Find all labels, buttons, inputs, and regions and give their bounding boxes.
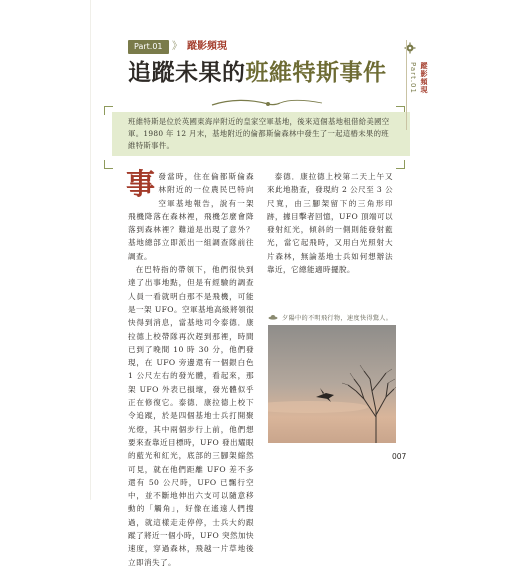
paragraph: 在巴特指的帶領下，他們很快到達了出事地點，但是有經驗的調查人員一看就明白那不是飛機，可能是一架 UFO。空軍基地高級將領很快得到消息，當基地司令泰德．康拉德上校帶隊再次趕到那裡，時間已到了晚間 10 時 30 分，他們發現，在 UFO 旁邊還有一個銀白色 1 公尺左右的發光體，看起來，那架 UFO 外表已損壞，發光體似乎正在修復它。泰德．康拉德上校下令追蹤，於是四個基地士兵打開聚光燈，其中兩個步行上前，他們想要來查靠近目標時，UFO 發出耀眼的藍光和紅光，底部的三腳架縮然可見，就在他們距離 UFO 差不多還有 50 公尺時，UFO 已飄行空中，並不斷地伸出六支可以隨意移動的「觸角」，好像在遙遠人們搜過，就這樣走走停停，士兵大約跟蹤了將近一個小時，UFO 突然加快速度，穿過森林，飛越一片草地後立即消失了。 — [128, 265, 254, 567]
text-column-left — [126, 167, 254, 569]
page-title — [128, 58, 387, 88]
page-number: 007 — [392, 452, 407, 461]
intro-box — [112, 112, 410, 156]
side-tab-section: 蹤影頻現 — [420, 62, 428, 94]
intro-text: 班維特斯是位於英國東海岸附近的皇家空軍基地，後來這個基地租借給美國空軍。1980 年 12 月末，基地附近的倫都斯倫森林中發生了一起這樁未果的班維特斯事件。 — [128, 116, 390, 151]
chevron-icon: 》 — [172, 41, 182, 52]
part-label: Part.01 — [128, 40, 169, 54]
drop-cap: 事 — [126, 167, 156, 201]
title-highlight: 班維特斯事件 — [245, 59, 387, 86]
paragraph-text: 發當時，住在倫都斯倫森林附近的一位農民巴特向空軍基地報告，說有一架飛機降落在森林裡，飛機怎麼會降落到森林裡？難道是出現了意外？基地總部立即派出一組調查隊前往調查。 — [128, 172, 254, 261]
frame-corner — [396, 160, 405, 169]
photo-caption — [268, 312, 392, 322]
page-gutter — [90, 0, 91, 500]
ufo-sunset-photo — [268, 325, 396, 443]
paragraph — [126, 167, 254, 263]
ufo-icon — [268, 312, 278, 322]
caption-text: 夕陽中的不明飛行物，速度快得驚人。 — [282, 314, 393, 322]
frame-corner — [104, 160, 113, 169]
side-tab-part: Part.01 — [409, 62, 417, 94]
paragraph: 泰德．康拉德上校第二天上午又來此地勘查，發現約 2 公尺至 3 公尺寬，由三腳架留下的三角形印跡，據目擊者回憶，UFO 頂端可以發射紅光，傾斜的一側則能發射藍光，當它起飛時，又用白光照射大片森林，無論基地士兵如何想辦法靠近，它總能適時擺脫。 — [267, 172, 393, 275]
title-prefix: 追蹤未果的 — [128, 59, 246, 86]
section-name: 蹤影頻現 — [187, 41, 227, 52]
text-column-right — [267, 170, 393, 276]
flourish-ornament-icon — [210, 97, 330, 109]
